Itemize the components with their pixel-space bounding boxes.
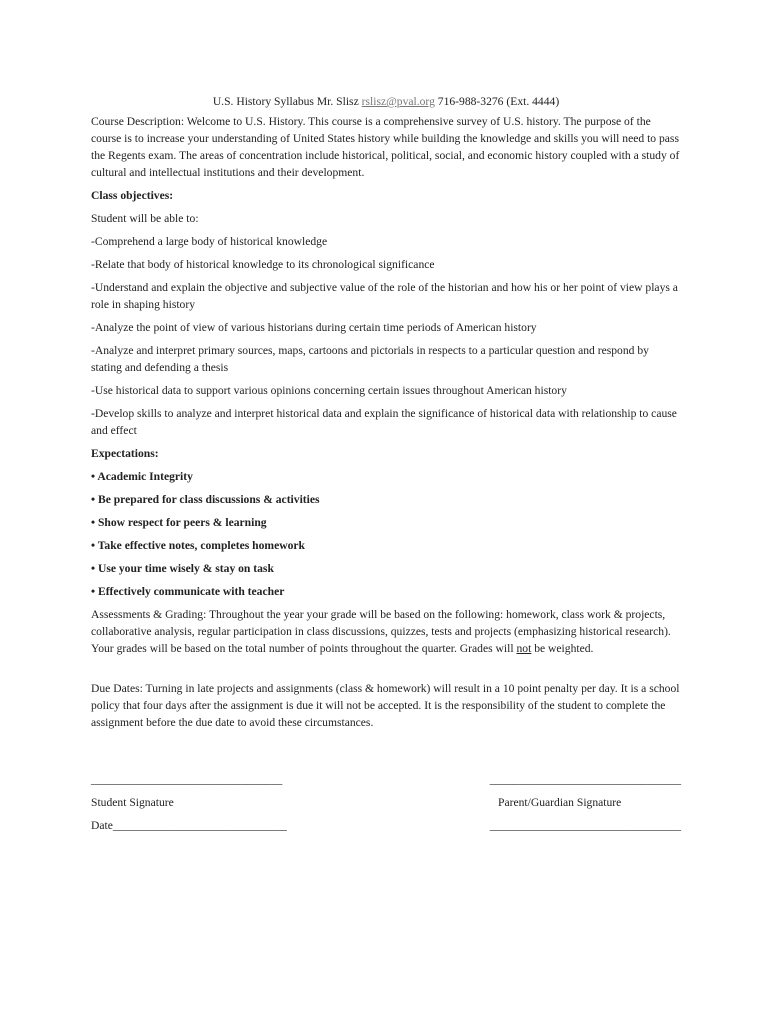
objectives-intro: Student will be able to:	[91, 212, 199, 225]
expectation-item: • Use your time wisely & stay on task	[91, 562, 274, 575]
objective-item: -Understand and explain the objective and subjective value of the role of the historian and how his or her point of view plays a role in shaping history	[91, 281, 678, 311]
objective-item: -Use historical data to support various opinions concerning certain issues throughout American history	[91, 384, 567, 397]
student-signature-label: Student Signature	[91, 796, 174, 809]
date-row	[91, 817, 681, 840]
date-field[interactable]: Date______________________________	[91, 819, 287, 832]
expectation-item: • Take effective notes, completes homework	[91, 539, 305, 552]
expectation-item: • Academic Integrity	[91, 470, 193, 483]
assessments-emphasis: not	[516, 642, 532, 655]
parent-signature-line[interactable]: _________________________________	[489, 773, 681, 786]
assessments-text: Assessments & Grading: Throughout the year your grade will be based on the following: homework, class work & projects, collaborative analysis, regular participation in class discussions, quizzes, tests and projects (emphasizing historical research). Your grades will be based on the total number of points throughout the quarter. Grades will	[91, 608, 671, 655]
expectation-item: • Be prepared for class discussions & activities	[91, 493, 320, 506]
parent-date-line[interactable]: _________________________________	[489, 819, 681, 832]
email-link[interactable]: rslisz@pval.org	[361, 95, 435, 108]
spacer	[91, 663, 681, 680]
signature-lines-row	[91, 771, 681, 794]
objective-item: -Comprehend a large body of historical knowledge	[91, 235, 328, 248]
title-text: U.S. History Syllabus Mr. Slisz	[212, 95, 362, 108]
objective-item: -Analyze and interpret primary sources, maps, cartoons and pictorials in respects to a particular question and respond by stating and defending a thesis	[91, 344, 649, 374]
objective-item: -Develop skills to analyze and interpret historical data and explain the significance of historical data with relationship to cause and effect	[91, 407, 677, 437]
assessments-suffix: be weighted.	[531, 642, 594, 655]
parent-signature-label: Parent/Guardian Signature	[498, 796, 622, 809]
objective-item: -Analyze the point of view of various historians during certain time periods of American history	[91, 321, 537, 334]
assessments-paragraph	[91, 606, 681, 657]
expectations-heading: Expectations:	[91, 447, 159, 460]
student-signature-line[interactable]: _________________________________	[91, 773, 283, 786]
expectation-item: • Show respect for peers & learning	[91, 516, 267, 529]
due-dates-paragraph: Due Dates: Turning in late projects and assignments (class & homework) will result in a 10 point penalty per day. It is a school policy that four days after the assignment is due it will not be accepted. It is the responsibility of the student to complete the assignment before the due date to avoid these circumstances.	[91, 682, 680, 729]
document-body	[91, 93, 681, 840]
spacer	[91, 737, 681, 771]
signature-labels-row	[91, 794, 681, 817]
phone-number: 716-988-3276 (Ext. 4444)	[434, 95, 560, 108]
objectives-heading: Class objectives:	[91, 189, 174, 202]
course-description: Course Description: Welcome to U.S. History. This course is a comprehensive survey of U.S. history. The purpose of the course is to increase your understanding of United States history while building the knowledge and skills you will need to pass the Regents exam. The areas of concentration include historical, political, social, and economic history coupled with a study of cultural and intellectual institutions and their development.	[91, 115, 680, 179]
objective-item: -Relate that body of historical knowledge to its chronological significance	[91, 258, 435, 271]
document-title	[91, 93, 681, 110]
expectation-item: • Effectively communicate with teacher	[91, 585, 285, 598]
